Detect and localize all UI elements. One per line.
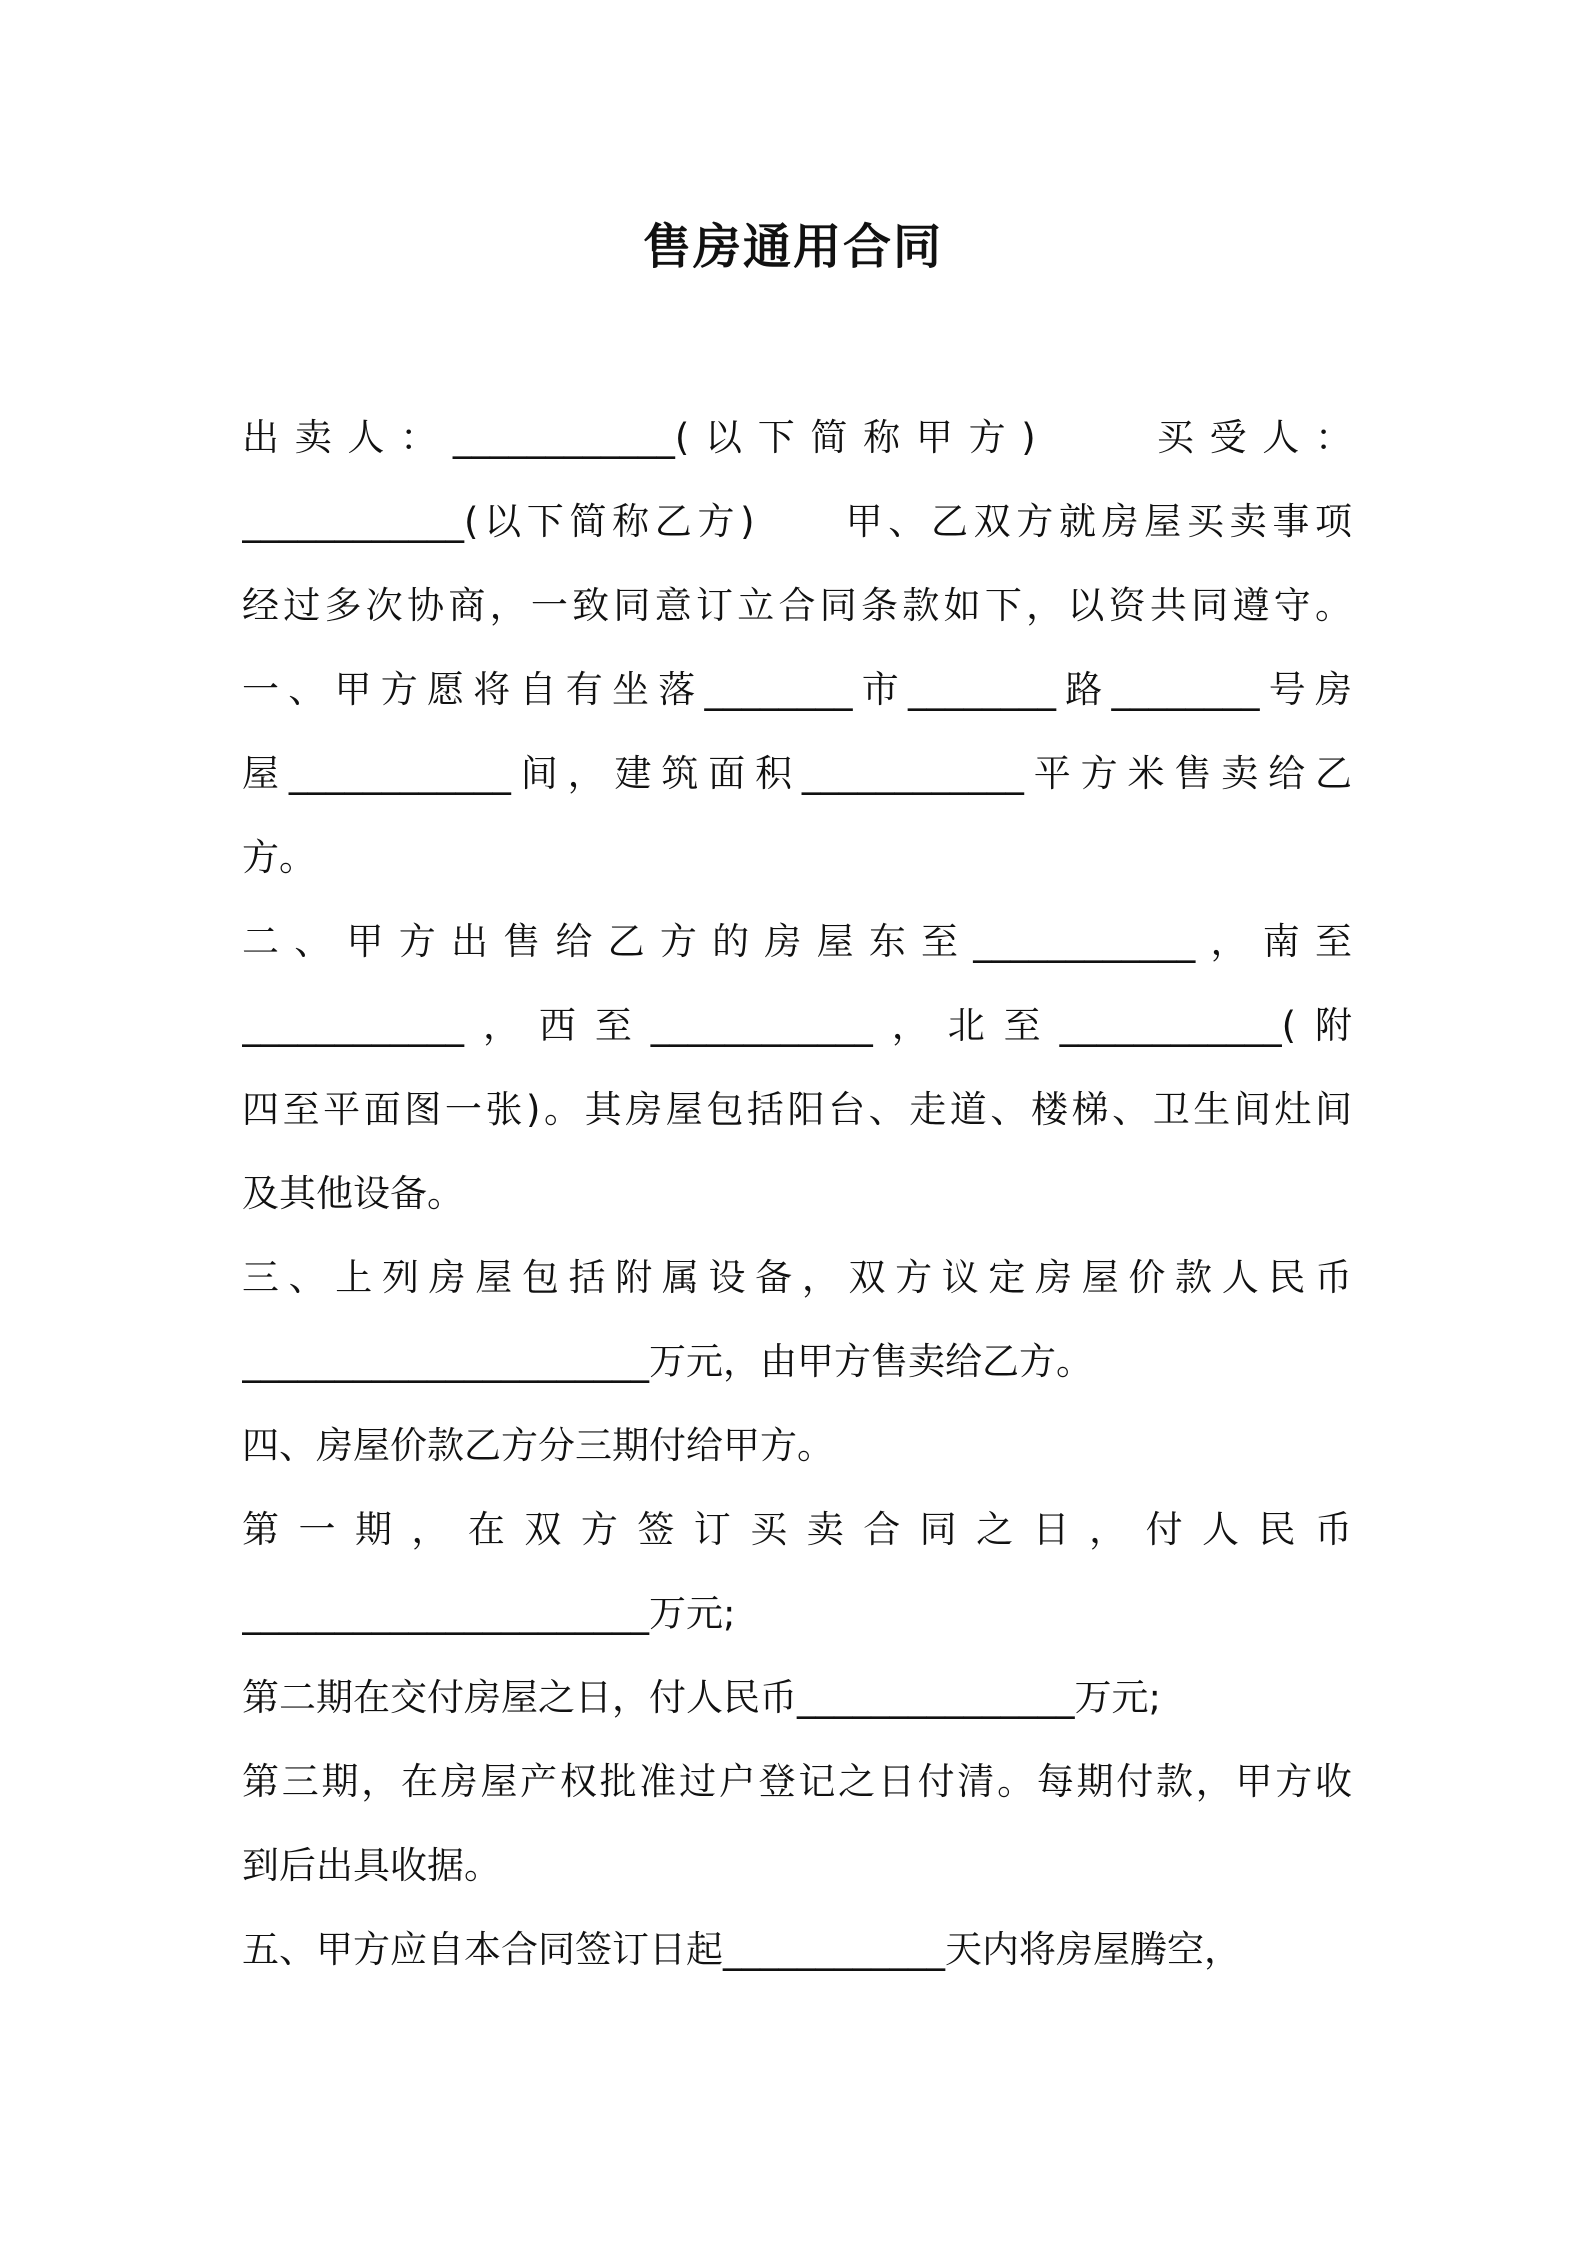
- text-line-3: 经过多次协商，一致同意订立合同条款如下，以资共同遵守。: [242, 584, 1352, 627]
- clause-2-line-1: 二、甲方出售给乙方的房屋东至____________，南至: [242, 920, 1352, 963]
- text-line-2: ____________(以下简称乙方) 甲、乙双方就房屋买卖事项: [242, 500, 1352, 543]
- payment-1-line-1: 第一期，在双方签订买卖合同之日，付人民币: [242, 1508, 1352, 1551]
- clause-5-line-1: 五、甲方应自本合同签订日起____________天内将房屋腾空，: [242, 1928, 1241, 1971]
- document-title: 售房通用合同: [642, 219, 943, 275]
- clause-2-line-2: ____________，西至____________，北至____________(附: [242, 1004, 1352, 1047]
- clause-1-line-3: 方。: [242, 836, 316, 879]
- payment-3-line-2: 到后出具收据。: [242, 1844, 501, 1887]
- payment-1-line-2: ______________________万元;: [242, 1592, 736, 1635]
- clause-2-line-4: 及其他设备。: [242, 1172, 464, 1215]
- clause-4-line-1: 四、房屋价款乙方分三期付给甲方。: [242, 1424, 834, 1467]
- clause-3-line-1: 三、上列房屋包括附属设备，双方议定房屋价款人民币: [242, 1256, 1352, 1299]
- clause-2-line-3: 四至平面图一张)。其房屋包括阳台、走道、楼梯、卫生间灶间: [242, 1088, 1352, 1131]
- clause-3-line-2: ______________________万元，由甲方售卖给乙方。: [242, 1340, 1093, 1383]
- clause-1-line-1: 一、甲方愿将自有坐落________市________路________号房: [242, 668, 1352, 711]
- clause-1-line-2: 屋____________间，建筑面积____________平方米售卖给乙: [242, 752, 1352, 795]
- payment-2-line: 第二期在交付房屋之日，付人民币_______________万元;: [242, 1676, 1161, 1719]
- payment-3-line-1: 第三期，在房屋产权批准过户登记之日付清。每期付款，甲方收: [242, 1760, 1352, 1803]
- text-line-1: 出卖人：____________(以下简称甲方) 买受人：: [242, 416, 1352, 459]
